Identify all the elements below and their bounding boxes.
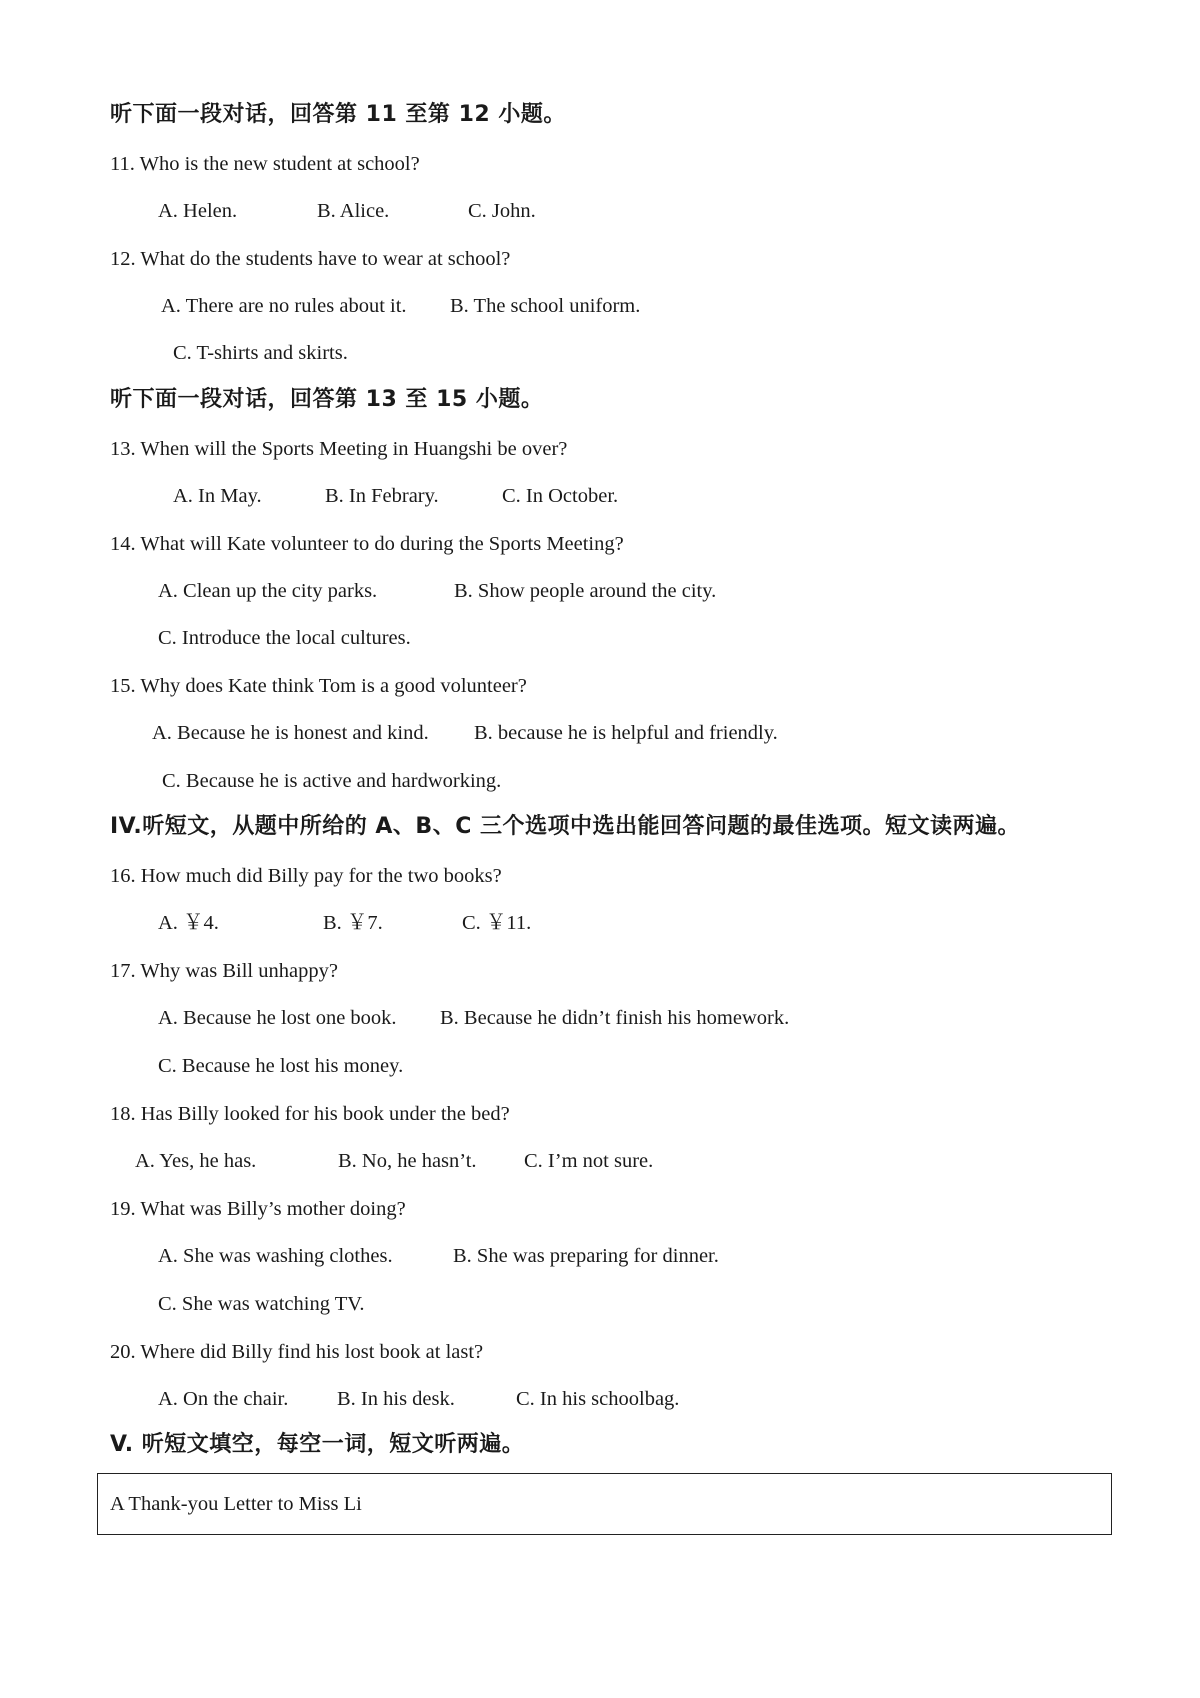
question-17-option-c: C. Because he lost his money. [158,1055,404,1077]
question-14-option-a: A. Clean up the city parks. [158,580,378,602]
question-13-option-a: A. In May. [173,485,262,507]
section-heading-iv: IV.听短文，从题中所给的 A、B、C 三个选项中选出能回答问题的最佳选项。短文读两遍。 [110,814,1020,839]
question-16-option-c: C. ￥11. [462,912,532,934]
section-heading-v: V. 听短文填空，每空一词，短文听两遍。 [110,1432,525,1457]
question-17-option-a: A. Because he lost one book. [158,1007,397,1029]
question-18-option-c: C. I’m not sure. [524,1150,654,1172]
question-15-option-b: B. because he is helpful and friendly. [474,722,778,744]
question-16-stem: 16. How much did Billy pay for the two books? [110,865,502,887]
question-19-option-a: A. She was washing clothes. [158,1245,393,1267]
question-12-stem: 12. What do the students have to wear at school? [110,248,511,270]
question-12-option-b: B. The school uniform. [450,295,641,317]
question-14-stem: 14. What will Kate volunteer to do during the Sports Meeting? [110,533,624,555]
question-14-option-c: C. Introduce the local cultures. [158,627,411,649]
question-18-option-a: A. Yes, he has. [135,1150,257,1172]
section-heading-13-15: 听下面一段对话，回答第 13 至 15 小题。 [110,387,544,412]
question-20-option-b: B. In his desk. [337,1388,455,1410]
question-15-option-c: C. Because he is active and hardworking. [162,770,502,792]
question-11-option-c: C. John. [468,200,536,222]
question-13-option-c: C. In October. [502,485,619,507]
question-20-option-c: C. In his schoolbag. [516,1388,680,1410]
question-11-option-b: B. Alice. [317,200,390,222]
question-13-option-b: B. In Febrary. [325,485,439,507]
question-20-stem: 20. Where did Billy find his lost book at last? [110,1341,484,1363]
letter-title: A Thank-you Letter to Miss Li [110,1493,362,1515]
question-12-option-a: A. There are no rules about it. [161,295,407,317]
question-17-stem: 17. Why was Bill unhappy? [110,960,338,982]
question-19-stem: 19. What was Billy’s mother doing? [110,1198,406,1220]
question-14-option-b: B. Show people around the city. [454,580,717,602]
question-12-option-c: C. T-shirts and skirts. [173,342,348,364]
question-19-option-b: B. She was preparing for dinner. [453,1245,719,1267]
question-18-option-b: B. No, he hasn’t. [338,1150,477,1172]
question-16-option-a: A. ￥4. [158,912,219,934]
letter-box [97,1473,1112,1535]
question-16-option-b: B. ￥7. [323,912,383,934]
section-heading-11-12: 听下面一段对话，回答第 11 至第 12 小题。 [110,102,566,127]
question-20-option-a: A. On the chair. [158,1388,289,1410]
question-15-stem: 15. Why does Kate think Tom is a good volunteer? [110,675,527,697]
question-13-stem: 13. When will the Sports Meeting in Huangshi be over? [110,438,568,460]
question-11-option-a: A. Helen. [158,200,238,222]
question-11-stem: 11. Who is the new student at school? [110,153,420,175]
question-17-option-b: B. Because he didn’t finish his homework. [440,1007,790,1029]
question-15-option-a: A. Because he is honest and kind. [152,722,429,744]
question-18-stem: 18. Has Billy looked for his book under the bed? [110,1103,510,1125]
question-19-option-c: C. She was watching TV. [158,1293,365,1315]
